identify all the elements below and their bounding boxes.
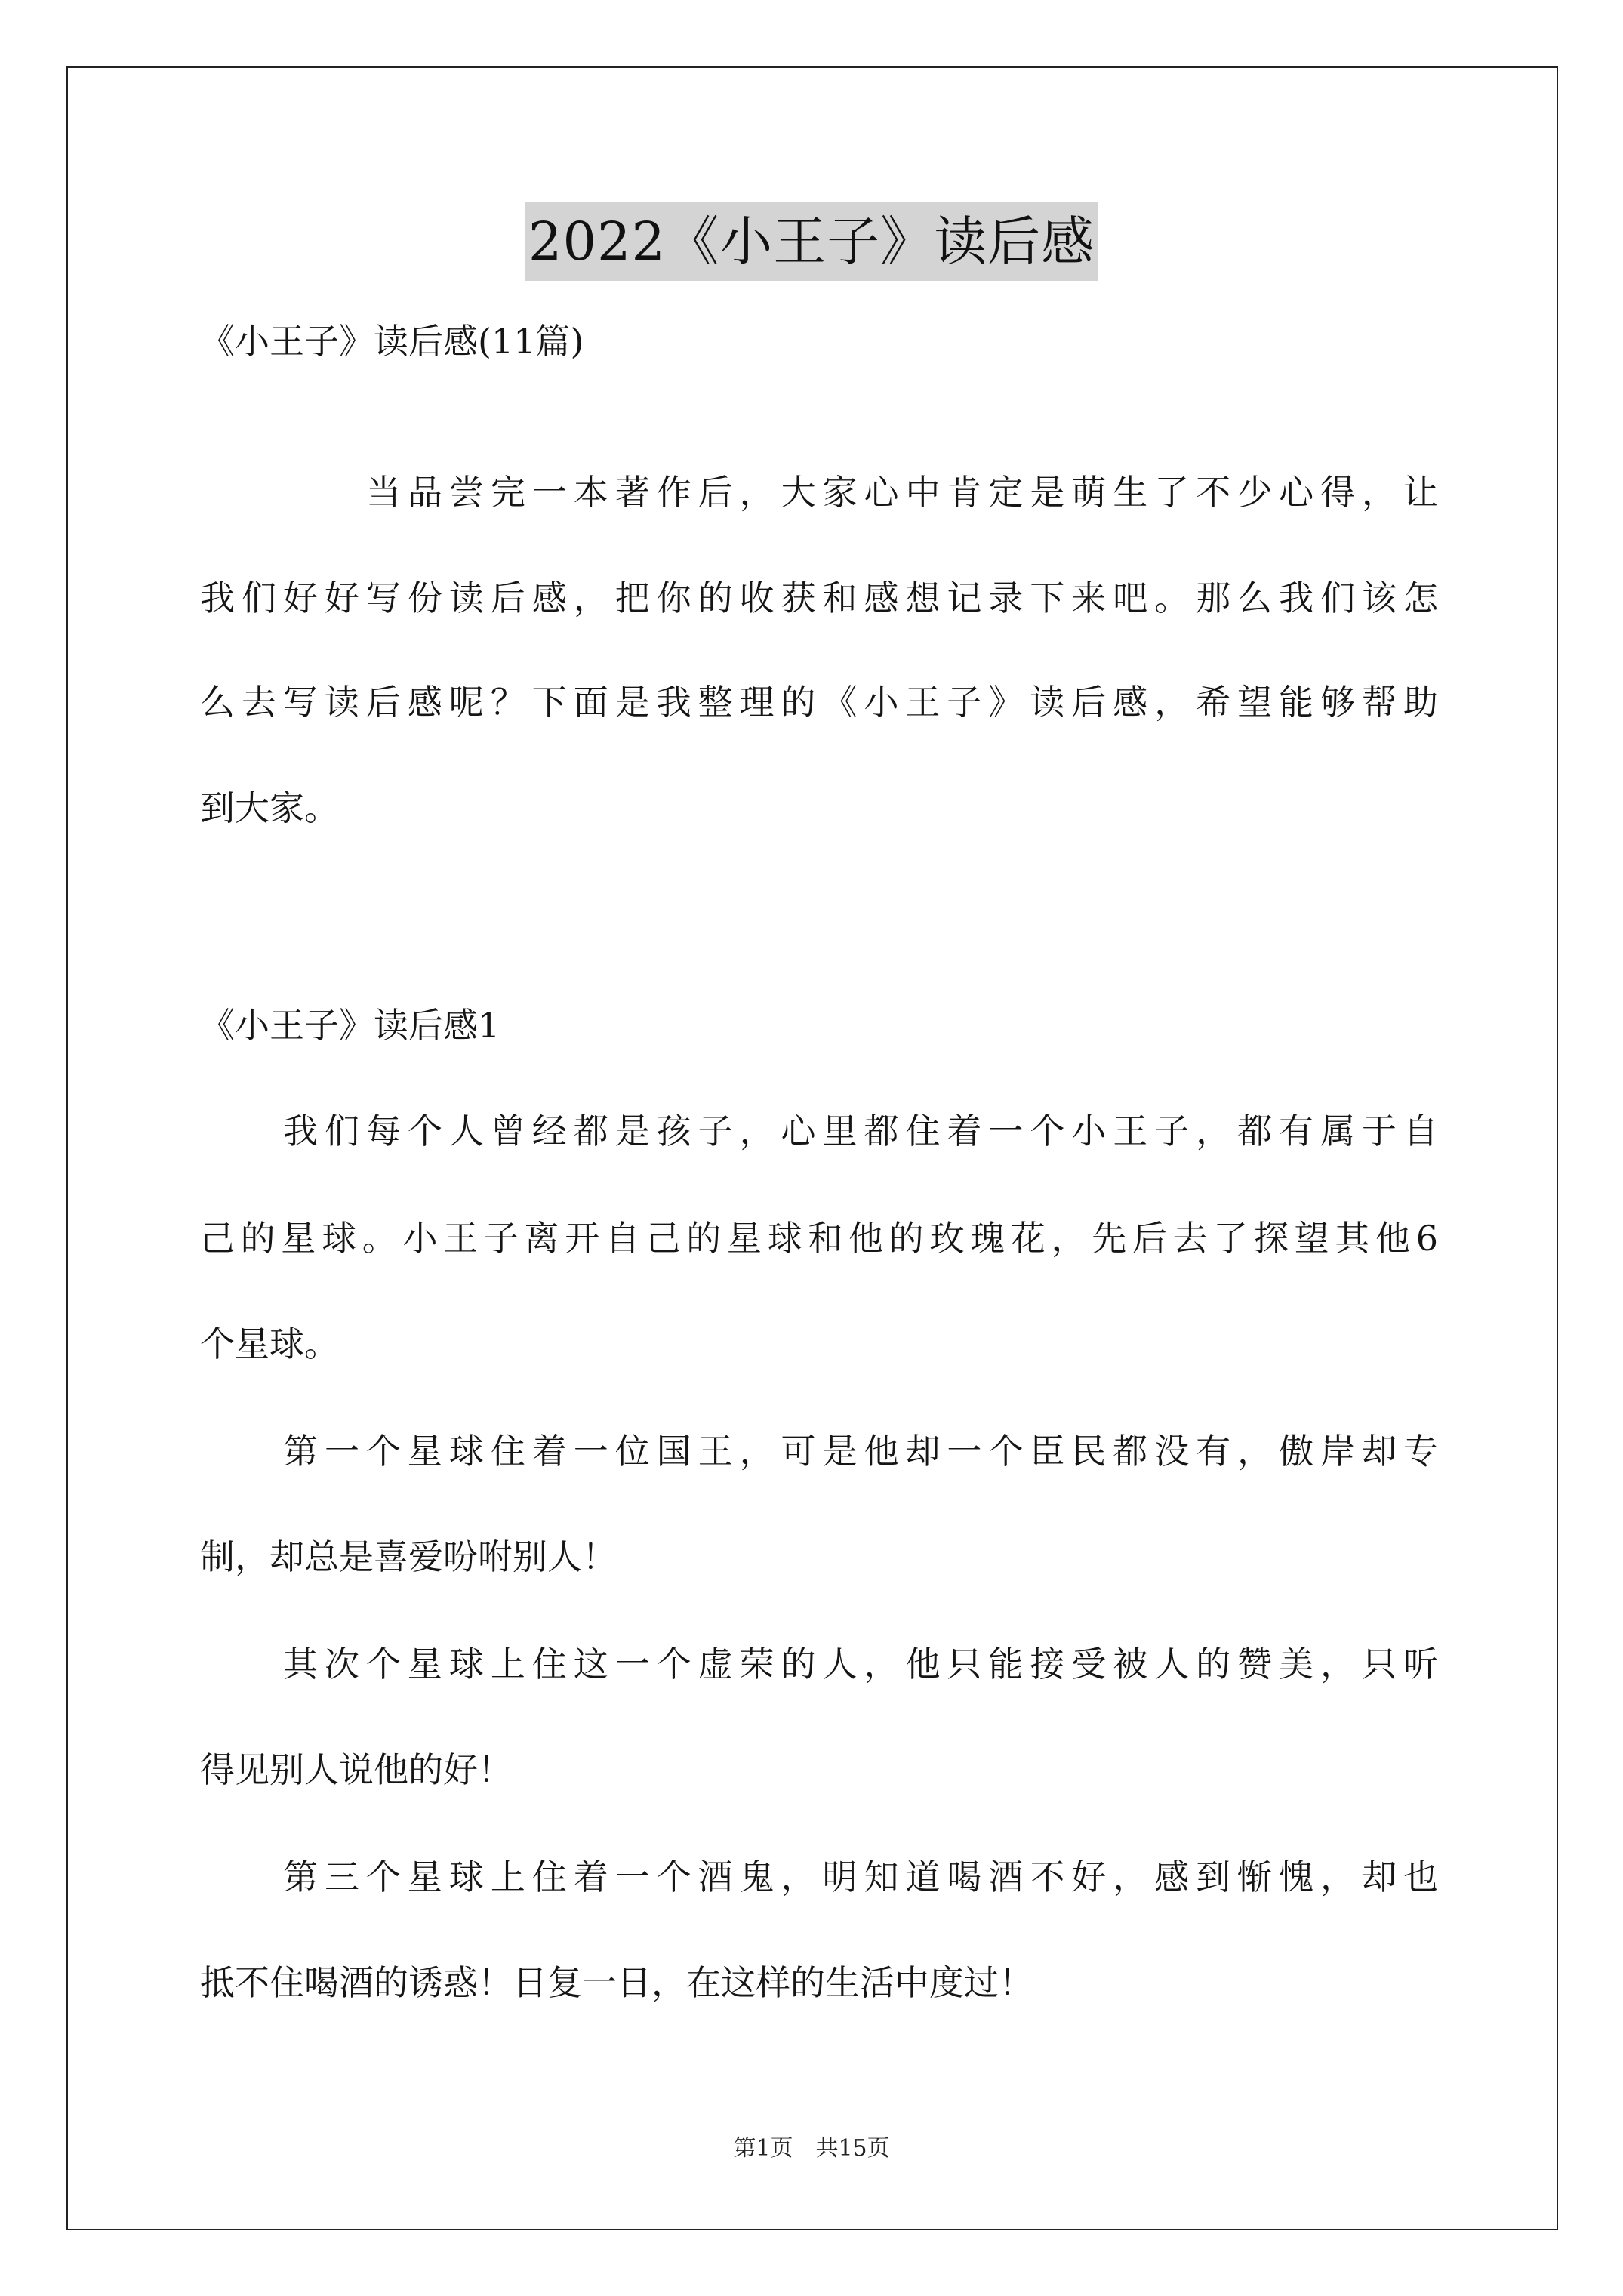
body-line: 个星球。 [200,1324,339,1364]
body-line: 抵不住喝酒的诱惑！日复一日，在这样的生活中度过！ [200,1962,1033,2003]
body-line: 第三个星球上住着一个酒鬼，明知道喝酒不好，感到惭愧，却也 [283,1857,1438,1897]
intro-line: 当品尝完一本著作后，大家心中肯定是萌生了不少心得，让 [366,472,1438,513]
page-total: 共15页 [815,2135,890,2162]
page-footer [0,2134,1623,2164]
title-wrap [0,202,1623,281]
body-line: 己的星球。小王子离开自己的星球和他的玫瑰花，先后去了探望其他6 [200,1218,1438,1259]
document-subtitle: 《小王子》读后感(11篇) [200,321,584,362]
body-line: 我们每个人曾经都是孩子，心里都住着一个小王子，都有属于自 [283,1111,1438,1151]
body-line: 第一个星球住着一位国王，可是他却一个臣民都没有，傲岸却专 [283,1431,1438,1472]
body-line: 得见别人说他的好！ [200,1749,513,1790]
body-line: 其次个星球上住这一个虚荣的人，他只能接受被人的赞美，只听 [283,1644,1438,1684]
intro-line: 我们好好写份读后感，把你的收获和感想记录下来吧。那么我们该怎 [200,578,1438,618]
body-line: 制，却总是喜爱吩咐别人！ [200,1536,617,1577]
page-number: 第1页 [733,2135,793,2162]
document-title: 2022《小王子》读后感 [525,202,1098,281]
intro-line: 到大家。 [200,787,339,828]
section-heading: 《小王子》读后感1 [200,1005,500,1046]
intro-line: 么去写读后感呢？下面是我整理的《小王子》读后感，希望能够帮助 [200,682,1438,723]
